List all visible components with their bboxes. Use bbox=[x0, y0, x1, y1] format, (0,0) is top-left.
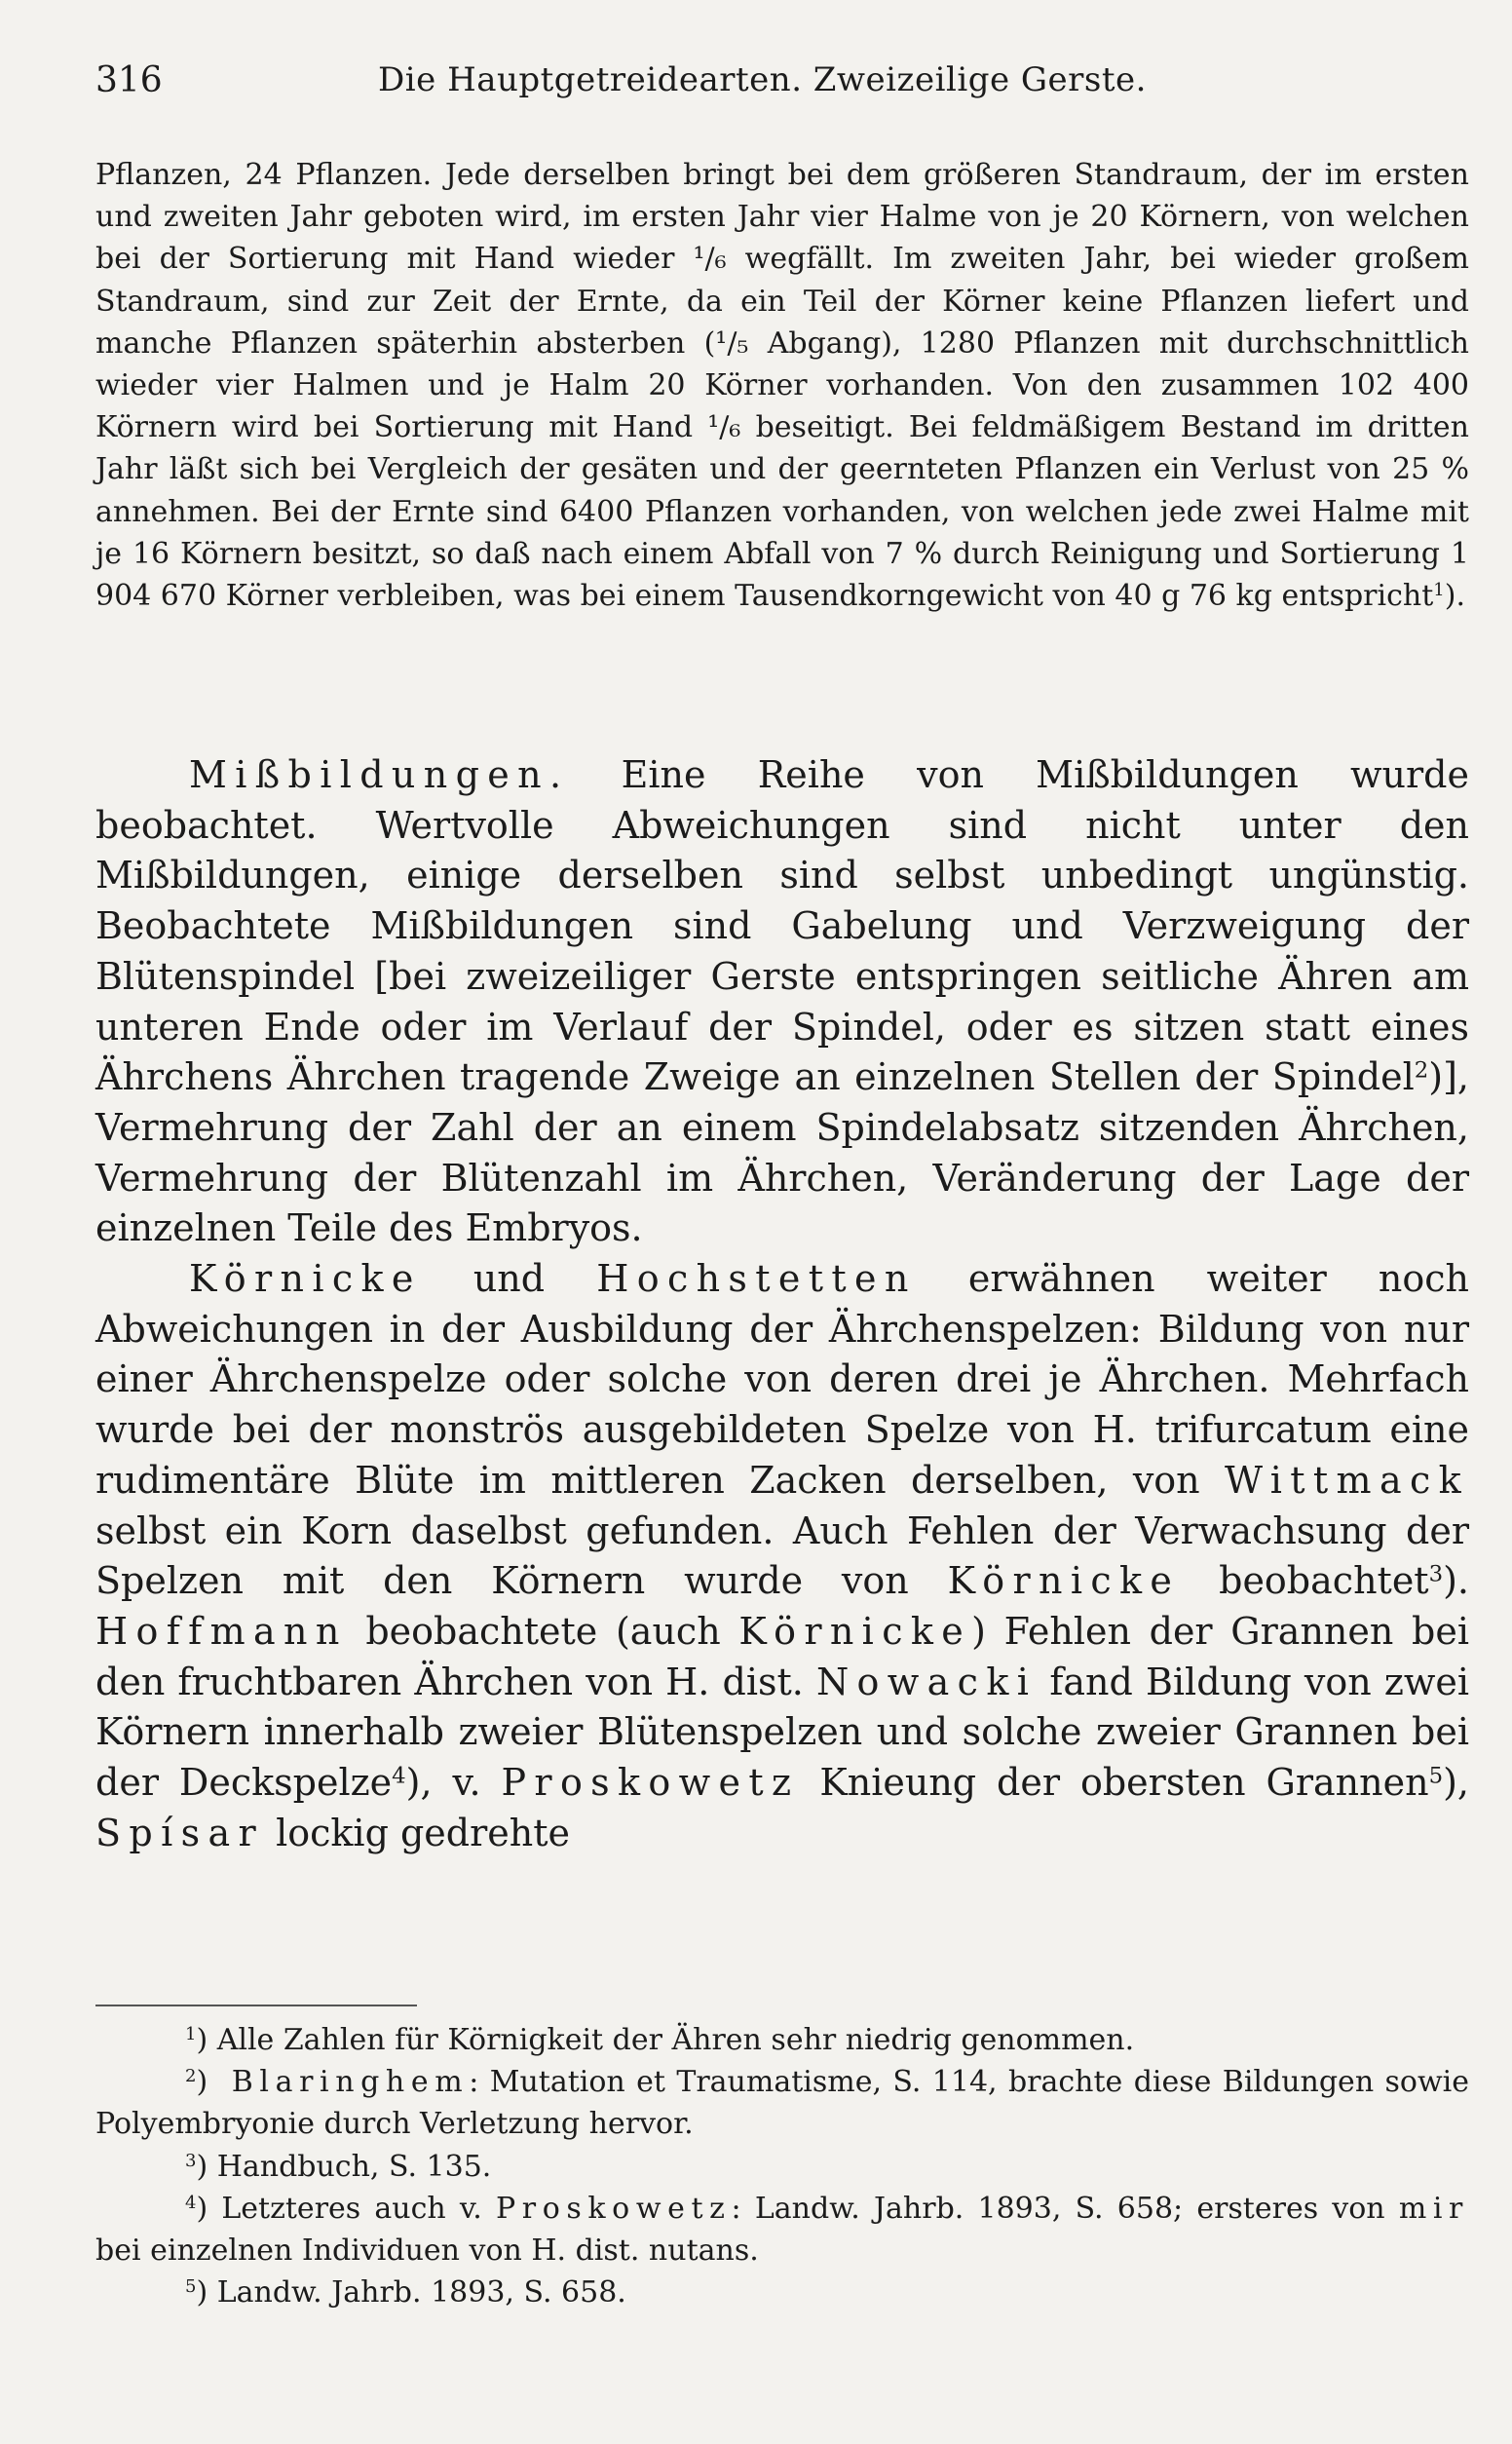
paragraph-text: selbst ein Korn daselbst gefunden. Auch Fehlen der Verwachsung der Spelzen mit den Körnern wurde von bbox=[95, 1508, 1469, 1603]
paragraph-text: ), v. bbox=[405, 1761, 502, 1805]
footnote-ref-1: 1 bbox=[1433, 580, 1445, 601]
footnote-text: ) Letzteres auch v. bbox=[196, 2191, 496, 2226]
author-name: Spísar bbox=[95, 1811, 264, 1854]
footnote-text: bei einzelnen Individuen von H. dist. nutans. bbox=[95, 2234, 759, 2269]
footnote-3 bbox=[95, 2146, 1469, 2188]
footnote-ref-3: 3 bbox=[1428, 1561, 1444, 1587]
footnote-4 bbox=[95, 2188, 1469, 2272]
paragraph-text: erwähnen weiter noch Abweichungen in der Ausbildung der Ährchenspelzen: Bildung von nur einer Ährchenspelze oder solche von deren drei je Ährchen. Mehrfach wurde bei der monströs ausgebildeten Spelze von H. trifurcatum eine rudimentäre Blüte im mittleren Zacken derselben, von bbox=[95, 1257, 1469, 1502]
paragraph-koernicke bbox=[95, 1254, 1469, 1858]
continued-paragraph bbox=[95, 154, 1469, 617]
footnote-number: 2 bbox=[185, 2066, 197, 2087]
paragraph-text: und bbox=[421, 1257, 597, 1301]
paragraph-text: )], Vermehrung der Zahl der an einem Spindelabsatz sitzenden Ährchen, Vermehrung der Blütenzahl im Ährchen, Veränderung der Lage der einzelnen Teile des Embryos. bbox=[95, 1055, 1469, 1250]
footnote-text: ) Landw. Jahrb. 1893, S. 658. bbox=[196, 2275, 626, 2310]
paragraph-missbildungen bbox=[95, 750, 1469, 1254]
continued-text: Pflanzen, 24 Pflanzen. Jede derselben bringt bei dem größeren Standraum, der im ersten und zweiten Jahr geboten wird, im ersten Jahr vier Halme von je 20 Körnern, von welchen bei der Sortierung mit Hand wieder ¹/₆ wegfällt. Im zweiten Jahr, bei wieder großem Standraum, sind zur Zeit der Ernte, da ein Teil der Körner keine Pflanzen liefert und manche Pflanzen späterhin absterben (¹/₅ Abgang), 1280 Pflanzen mit durchschnittlich wieder vier Halmen und je Halm 20 Körner vorhanden. Von den zusammen 102 400 Körnern wird bei Sortierung mit Hand ¹/₆ beseitigt. Bei feldmäßigem Bestand im dritten Jahr läßt sich bei Vergleich der gesäten und der geernteten Pflanzen ein Verlust von 25 % annehmen. Bei der Ernte sind 6400 Pflanzen vorhanden, von welchen jede zwei Halme mit je 16 Körnern besitzt, so daß nach einem Abfall von 7 % durch Reinigung und Sortierung 1 904 670 Körner verbleiben, was bei einem Tausendkorngewicht von 40 g 76 kg entspricht bbox=[95, 158, 1469, 614]
author-name: Proskowetz bbox=[501, 1761, 800, 1805]
section-heading: Mißbildungen. bbox=[189, 753, 570, 796]
paragraph-text: ), bbox=[1443, 1761, 1469, 1805]
main-text bbox=[95, 750, 1469, 1858]
footnote-text: : Mutation et Traumatisme, S. 114, brachte diese Bildungen sowie Polyembryonie durch Verletzung hervor. bbox=[95, 2065, 1469, 2142]
footnote-number: 4 bbox=[185, 2192, 197, 2213]
footnote-number: 5 bbox=[185, 2276, 197, 2298]
paragraph-text: ). bbox=[1443, 1559, 1469, 1603]
author-name: Körnicke bbox=[189, 1257, 422, 1301]
page-number: 316 bbox=[95, 60, 163, 100]
author-name: Hoffmann bbox=[95, 1609, 348, 1653]
footnote-text: ) Handbuch, S. 135. bbox=[196, 2149, 492, 2184]
paragraph-text: Eine Reihe von Mißbildungen wurde beobachtet. Wertvolle Abweichungen sind nicht unter den Mißbildungen, einige derselben sind selbst unbedingt ungünstig. Beobachtete Mißbildungen sind Gabelung und Verzweigung der Blütenspindel [bei zweizeiliger Gerste entspringen seitliche Ähren am unteren Ende oder im Verlauf der Spindel, oder es sitzen statt eines Ährchens Ährchen tragende Zweige an einzelnen Stellen der Spindel bbox=[95, 753, 1469, 1099]
paragraph-text: lockig gedrehte bbox=[264, 1811, 571, 1854]
author-name: Körnicke bbox=[738, 1609, 972, 1653]
author-name: Körnicke bbox=[947, 1559, 1181, 1603]
paragraph-text: beobachtet bbox=[1180, 1559, 1429, 1603]
footnote-number: 3 bbox=[185, 2150, 197, 2171]
paragraph-text: beobachtete (auch bbox=[347, 1609, 739, 1653]
footnote-text: : Landw. Jahrb. 1893, S. 658; ersteres von bbox=[731, 2191, 1399, 2226]
footnote-1 bbox=[95, 2019, 1469, 2061]
footnote-ref-5: 5 bbox=[1428, 1763, 1444, 1789]
author-name: ) Blaringhem bbox=[196, 2065, 470, 2100]
author-name: Nowacki bbox=[815, 1660, 1038, 1703]
paragraph-text: Knieung der obersten Grannen bbox=[799, 1761, 1429, 1805]
continued-paragraph-text bbox=[95, 154, 1469, 617]
footnote-ref-4: 4 bbox=[392, 1763, 406, 1789]
author-name: Proskowetz bbox=[496, 2191, 732, 2226]
continued-text-tail: ). bbox=[1444, 579, 1465, 614]
footnote-divider bbox=[95, 2005, 417, 2006]
author-name: Wittmack bbox=[1225, 1458, 1469, 1502]
page-header bbox=[95, 60, 1459, 119]
footnote-number: 1 bbox=[185, 2024, 197, 2045]
footnote-ref-2: 2 bbox=[1414, 1057, 1429, 1084]
author-name: Hochstetten bbox=[596, 1257, 917, 1301]
paragraph-text: ) Fehlen der Grannen bei den fruchtbaren Ährchen von H. dist. bbox=[95, 1609, 1469, 1703]
paragraph-text: fand Bildung von zwei Körnern innerhalb zweier Blütenspelzen und solche zweier Grannen bei der Deckspelze bbox=[95, 1660, 1470, 1805]
running-head: Die Hauptgetreidearten. Zweizeilige Gerste. bbox=[378, 60, 1147, 99]
footnote-5 bbox=[95, 2272, 1469, 2313]
footnotes bbox=[95, 2019, 1469, 2313]
emphasis: mir bbox=[1398, 2191, 1469, 2226]
footnote-2 bbox=[95, 2061, 1469, 2145]
footnote-text: ) Alle Zahlen für Körnigkeit der Ähren sehr niedrig genommen. bbox=[196, 2023, 1135, 2057]
